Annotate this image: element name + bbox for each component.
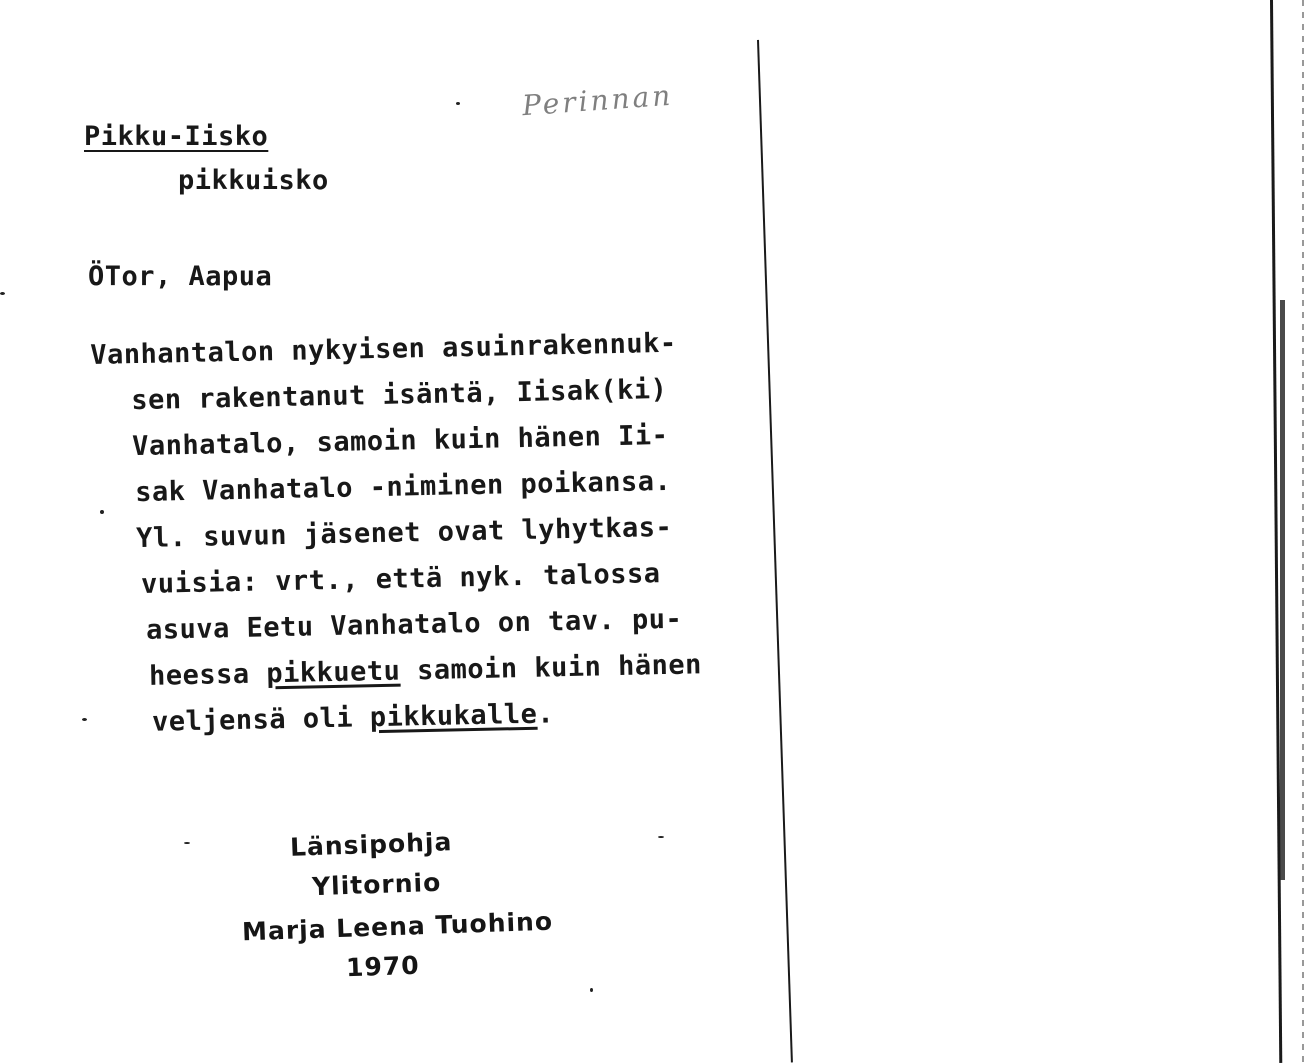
variant-form: pikkuisko xyxy=(178,165,329,196)
handwritten-note: Perinnan xyxy=(521,78,675,123)
card-edge-line xyxy=(757,40,793,1063)
ink-speck xyxy=(456,102,460,105)
headword: Pikku-Iisko xyxy=(84,121,269,152)
ink-speck xyxy=(82,718,87,721)
underlined-word: pikkuetu xyxy=(266,655,401,690)
far-edge-line xyxy=(1302,0,1304,1063)
line-text: heessa xyxy=(148,658,267,692)
underlined-word: pikkukalle xyxy=(369,698,538,734)
body-line: vuisia: vrt., että nyk. talossa xyxy=(140,558,661,600)
body-text xyxy=(90,325,790,738)
line-text: samoin kuin hänen xyxy=(400,649,703,687)
ink-speck xyxy=(184,842,190,844)
ink-speck xyxy=(658,836,664,838)
stamp-region: Länsipohja xyxy=(289,827,453,862)
body-line: sen rakentanut isäntä, Iisak(ki) xyxy=(130,373,668,417)
ink-speck xyxy=(0,292,5,295)
stamp-collector: Marja Leena Tuohino xyxy=(241,906,554,947)
body-line-with-underline xyxy=(149,649,702,692)
ink-speck xyxy=(590,988,593,992)
line-text: . xyxy=(537,698,555,730)
body-line: Vanhantalon nykyisen asuinrakennuk- xyxy=(90,327,677,371)
stamp-year: 1970 xyxy=(345,950,421,983)
body-line: asuva Eetu Vanhatalo on tav. pu- xyxy=(145,603,683,646)
body-line: Vanhatalo, samoin kuin hänen Ii- xyxy=(131,419,669,463)
line-text: veljensä oli xyxy=(151,702,371,738)
body-line: Yl. suvun jäsenet ovat lyhytkas- xyxy=(135,511,673,555)
right-edge-shadow xyxy=(1280,300,1285,880)
stamp-parish: Ylitornio xyxy=(311,867,442,902)
source-location: ÖTor, Aapua xyxy=(88,261,273,292)
body-line-with-underline xyxy=(152,698,555,737)
body-line: sak Vanhatalo -niminen poikansa. xyxy=(134,465,672,509)
ink-speck xyxy=(100,510,104,514)
